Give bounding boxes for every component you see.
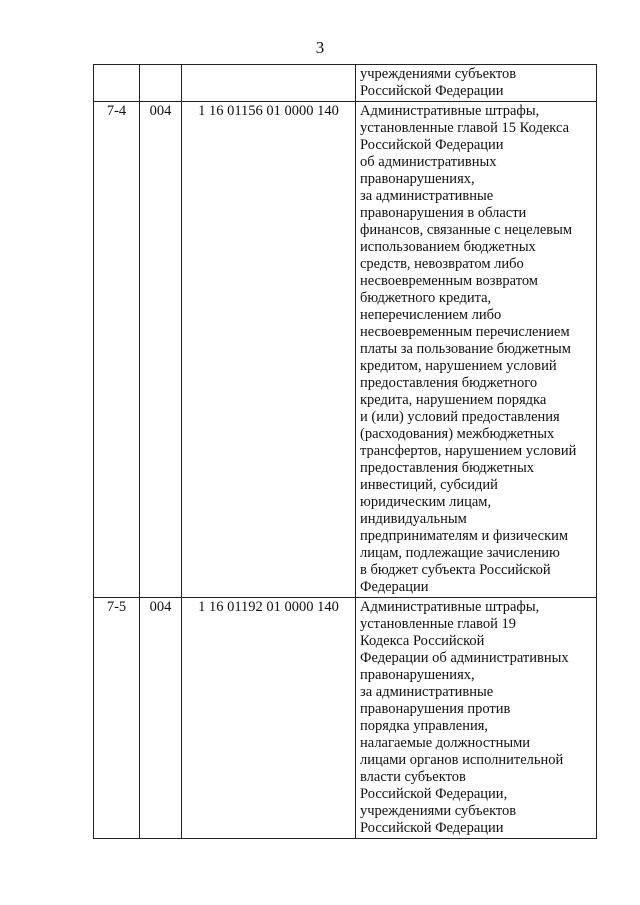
description-line: Российской Федерации <box>360 820 504 836</box>
description-line: (расходования) межбюджетных <box>360 426 555 442</box>
description-line: правонарушениях, <box>360 667 475 683</box>
description-line: юридическим лицам, <box>360 494 492 510</box>
description-line: Кодекса Российской <box>360 633 485 649</box>
description-line: средств, невозвратом либо <box>360 256 524 272</box>
description-line: правонарушения в области <box>360 205 527 221</box>
description-line: несвоевременным перечислением <box>360 324 570 340</box>
description-line: кредитом, нарушением условий <box>360 358 557 374</box>
description-line: правонарушениях, <box>360 171 475 187</box>
description-line: предпринимателям и физическим <box>360 528 569 544</box>
description-line: установленные главой 15 Кодекса <box>360 120 570 136</box>
description-line: Административные штрафы, <box>360 599 540 615</box>
admin-code-cell <box>140 65 182 102</box>
description-line: платы за пользование бюджетным <box>360 341 571 357</box>
description-line: и (или) условий предоставления <box>360 409 560 425</box>
description-cell <box>356 65 597 102</box>
kbk-code-cell: 1 16 01156 01 0000 140 <box>182 102 356 598</box>
kbk-code-cell: 1 16 01192 01 0000 140 <box>182 598 356 839</box>
description-line: трансфертов, нарушением условий <box>360 443 577 459</box>
description-line: инвестиций, субсидий <box>360 477 498 493</box>
description-line: кредита, нарушением порядка <box>360 392 547 408</box>
table-row <box>94 598 597 839</box>
description-cell <box>356 598 597 839</box>
revenue-codes-table <box>93 64 597 839</box>
description-line: налагаемые должностными <box>360 735 531 751</box>
description-line: бюджетного кредита, <box>360 290 492 306</box>
description-line: индивидуальным <box>360 511 467 527</box>
row-number-cell <box>94 65 140 102</box>
description-line: финансов, связанные с нецелевым <box>360 222 573 238</box>
description-line: предоставления бюджетных <box>360 460 534 476</box>
description-line: предоставления бюджетного <box>360 375 538 391</box>
description-line: правонарушения против <box>360 701 511 717</box>
description-line: лицам, подлежащие зачислению <box>360 545 560 561</box>
description-line: неперечислением либо <box>360 307 502 323</box>
description-line: учреждениями субъектов <box>360 66 517 82</box>
description-line: власти субъектов <box>360 769 466 785</box>
description-cell <box>356 102 597 598</box>
row-number-cell: 7-5 <box>94 598 140 839</box>
description-line: в бюджет субъекта Российской <box>360 562 551 578</box>
description-line: об административных <box>360 154 497 170</box>
description-line: учреждениями субъектов <box>360 803 517 819</box>
description-line: установленные главой 19 <box>360 616 517 632</box>
description-line: Российской Федерации <box>360 137 504 153</box>
kbk-code-cell <box>182 65 356 102</box>
page-number: 3 <box>315 38 325 57</box>
table-body <box>94 65 597 839</box>
row-number-cell: 7-4 <box>94 102 140 598</box>
description-line: за административные <box>360 188 494 204</box>
description-line: Федерации об административных <box>360 650 569 666</box>
description-line: Российской Федерации <box>360 83 504 99</box>
admin-code-cell: 004 <box>140 598 182 839</box>
description-line: несвоевременным возвратом <box>360 273 538 289</box>
description-line: порядка управления, <box>360 718 489 734</box>
description-line: использованием бюджетных <box>360 239 536 255</box>
description-line: Российской Федерации, <box>360 786 508 802</box>
table-row <box>94 65 597 102</box>
description-line: Федерации <box>360 579 429 595</box>
admin-code-cell: 004 <box>140 102 182 598</box>
description-line: за административные <box>360 684 494 700</box>
table-row <box>94 102 597 598</box>
description-line: Административные штрафы, <box>360 103 540 119</box>
description-line: лицами органов исполнительной <box>360 752 564 768</box>
